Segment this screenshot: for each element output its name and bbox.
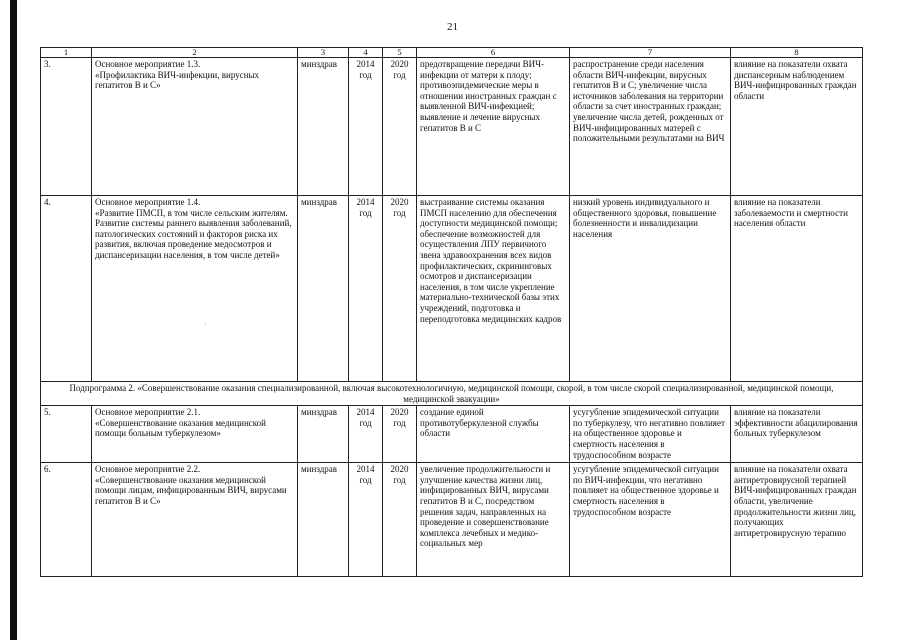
table-row	[41, 406, 863, 463]
measure-title: Основное мероприятие 2.1.	[95, 407, 201, 418]
executor: минздрав	[298, 406, 349, 463]
non-implementation-consequences: усугубление эпидемической ситуации по ВИЧ-инфекции, что негативно повлияет на общественное здоровье и смертность населения в трудоспособном возрасте	[570, 463, 731, 577]
expected-result: увеличение продолжительности и улучшение качества жизни лиц, инфицированных ВИЧ, вирусами гепатитов В и С, посредством решения задач, направленных на проведение и совершенствование комплекса лечебных и медико-социальных мер	[417, 463, 570, 577]
column-number: 8	[731, 48, 863, 58]
page-number: 21	[447, 21, 458, 33]
end-year: 2020 год	[383, 406, 417, 463]
scan-speck: ˙	[204, 322, 207, 330]
column-number: 4	[349, 48, 383, 58]
row-number: 4.	[41, 196, 92, 382]
measure-cell	[92, 58, 298, 196]
scan-edge-bar	[10, 0, 17, 640]
expected-result: создание единой противотуберкулезной службы области	[417, 406, 570, 463]
expected-result: выстраивание системы оказания ПМСП населению для обеспечения доступности медицинской помощи; обеспечение возможностей для осуществления ЛПУ первичного звена здравоохранения всех видов профилактических, скрининговых осмотров и диспансеризации населения, в том числе укрепление материально-технической базы этих учреждений, подготовка и переподготовка медицинских кадров	[417, 196, 570, 382]
column-number: 5	[383, 48, 417, 58]
measure-name: «Совершенствование оказания медицинской помощи лицам, инфицированным ВИЧ, вирусами гепатитов В и С»	[95, 474, 287, 506]
expected-result: предотвращение передачи ВИЧ-инфекции от матери к плоду; противоэпидемические меры в отношении иностранных граждан с выявленной ВИЧ-инфекцией; выявление и лечение вирусных гепатитов В и С	[417, 58, 570, 196]
end-year: 2020 год	[383, 463, 417, 577]
non-implementation-consequences: распространение среди населения области ВИЧ-инфекции, вирусных гепатитов В и С; увеличение числа источников заболевания на территории области за счет иностранных граждан; увеличение числа детей, рожденных от ВИЧ-инфицированных матерей с положительными результатами на ВИЧ	[570, 58, 731, 196]
column-number: 1	[41, 48, 92, 58]
table-row	[41, 463, 863, 577]
column-number-row	[41, 48, 863, 58]
row-number: 3.	[41, 58, 92, 196]
table-row	[41, 196, 863, 382]
indicator-link: влияние на показатели заболеваемости и смертности населения области	[731, 196, 863, 382]
measure-cell	[92, 196, 298, 382]
column-number: 2	[92, 48, 298, 58]
measure-name: «Развитие ПМСП, в том числе сельским жителям. Развитие системы раннего выявления заболеваний, патологических состояний и факторов риска их развития, включая проведение медосмотров и диспансеризации населения, в том числе детей»	[95, 207, 292, 260]
indicator-link: влияние на показатели охвата диспансерным наблюдением ВИЧ-инфицированных граждан области	[731, 58, 863, 196]
start-year: 2014 год	[349, 196, 383, 382]
measure-cell	[92, 406, 298, 463]
column-number: 6	[417, 48, 570, 58]
start-year: 2014 год	[349, 58, 383, 196]
measure-cell	[92, 463, 298, 577]
measure-title: Основное мероприятие 2.2.	[95, 464, 201, 475]
start-year: 2014 год	[349, 463, 383, 577]
subprogram-row	[41, 382, 863, 406]
executor: минздрав	[298, 196, 349, 382]
start-year: 2014 год	[349, 406, 383, 463]
program-measures-table	[40, 47, 863, 577]
measure-title: Основное мероприятие 1.3.	[95, 59, 201, 69]
end-year: 2020 год	[383, 58, 417, 196]
executor: минздрав	[298, 58, 349, 196]
non-implementation-consequences: усугубление эпидемической ситуации по туберкулезу, что негативно повлияет на общественное здоровье и смертность населения в трудоспособном возрасте	[570, 406, 731, 463]
column-number: 7	[570, 48, 731, 58]
row-number: 6.	[41, 463, 92, 577]
row-number: 5.	[41, 406, 92, 463]
column-number: 3	[298, 48, 349, 58]
measure-title: Основное мероприятие 1.4.	[95, 197, 201, 207]
subprogram-heading: Подпрограмма 2. «Совершенствование оказания специализированной, включая высокотехнологичную, медицинской помощи, скорой, в том числе скорой специализированной, медицинской помощи, медицинской эвакуации»	[41, 382, 863, 406]
indicator-link: влияние на показатели охвата антиретровирусной терапией ВИЧ-инфицированных граждан области, увеличение продолжительности жизни лиц, получающих антиретровирусную терапию	[731, 463, 863, 577]
non-implementation-consequences: низкий уровень индивидуального и общественного здоровья, повышение болезненности и инвалидизации населения	[570, 196, 731, 382]
executor: минздрав	[298, 463, 349, 577]
end-year: 2020 год	[383, 196, 417, 382]
indicator-link: влияние на показатели эффективности абацилирования больных туберкулезом	[731, 406, 863, 463]
table-row	[41, 58, 863, 196]
measure-name: «Профилактика ВИЧ-инфекции, вирусных гепатитов В и С»	[95, 69, 260, 91]
measure-name: «Совершенствование оказания медицинской помощи больным туберкулезом»	[95, 417, 266, 439]
